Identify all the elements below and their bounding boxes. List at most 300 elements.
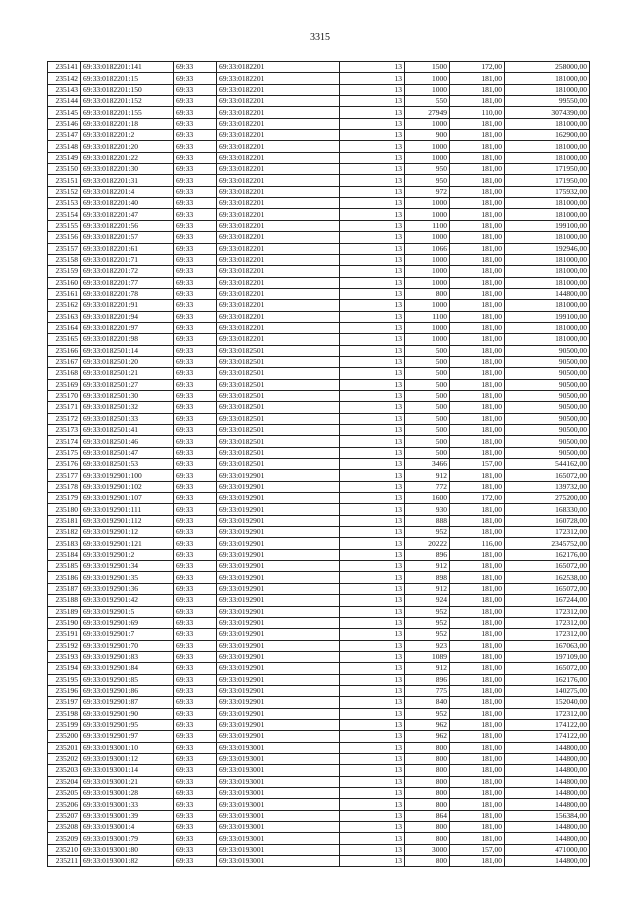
zone-cell: 13 — [340, 288, 405, 299]
cadastral-block-cell: 69:33:0192901 — [217, 697, 340, 708]
rate-cell: 181,00 — [450, 856, 505, 867]
row-number-cell: 235160 — [48, 277, 81, 288]
area-cell: 800 — [405, 288, 450, 299]
cadastral-number-cell: 69:33:0182201:15 — [81, 73, 174, 84]
rate-cell: 181,00 — [450, 436, 505, 447]
value-cell: 3074390,00 — [505, 107, 590, 118]
rate-cell: 181,00 — [450, 413, 505, 424]
value-cell: 171950,00 — [505, 164, 590, 175]
area-cell: 950 — [405, 175, 450, 186]
area-cell: 800 — [405, 765, 450, 776]
cadastral-number-cell: 69:33:0182201:71 — [81, 254, 174, 265]
cadastral-number-cell: 69:33:0182201:18 — [81, 118, 174, 129]
area-cell: 800 — [405, 833, 450, 844]
rate-cell: 181,00 — [450, 674, 505, 685]
region-code-cell: 69:33 — [174, 504, 217, 515]
cadastral-number-cell: 69:33:0192901:111 — [81, 504, 174, 515]
row-number-cell: 235176 — [48, 459, 81, 470]
value-cell: 162176,00 — [505, 549, 590, 560]
table-row — [48, 356, 590, 367]
cadastral-block-cell: 69:33:0193001 — [217, 844, 340, 855]
table-row — [48, 322, 590, 333]
cadastral-number-cell: 69:33:0193001:33 — [81, 799, 174, 810]
table-row — [48, 130, 590, 141]
zone-cell: 13 — [340, 356, 405, 367]
cadastral-block-cell: 69:33:0182201 — [217, 130, 340, 141]
value-cell: 544162,00 — [505, 459, 590, 470]
region-code-cell: 69:33 — [174, 425, 217, 436]
cadastral-block-cell: 69:33:0192901 — [217, 493, 340, 504]
row-number-cell: 235194 — [48, 663, 81, 674]
value-cell: 144800,00 — [505, 742, 590, 753]
zone-cell: 13 — [340, 685, 405, 696]
rate-cell: 181,00 — [450, 390, 505, 401]
cadastral-number-cell: 69:33:0182201:57 — [81, 232, 174, 243]
cadastral-block-cell: 69:33:0182201 — [217, 232, 340, 243]
cadastral-block-cell: 69:33:0182201 — [217, 62, 340, 73]
rate-cell: 181,00 — [450, 719, 505, 730]
region-code-cell: 69:33 — [174, 753, 217, 764]
area-cell: 500 — [405, 345, 450, 356]
area-cell: 1500 — [405, 62, 450, 73]
area-cell: 1000 — [405, 277, 450, 288]
cadastral-number-cell: 69:33:0182201:78 — [81, 288, 174, 299]
area-cell: 1000 — [405, 322, 450, 333]
region-code-cell: 69:33 — [174, 765, 217, 776]
value-cell: 181000,00 — [505, 152, 590, 163]
rate-cell: 181,00 — [450, 731, 505, 742]
cadastral-block-cell: 69:33:0193001 — [217, 856, 340, 867]
zone-cell: 13 — [340, 73, 405, 84]
zone-cell: 13 — [340, 527, 405, 538]
area-cell: 952 — [405, 708, 450, 719]
value-cell: 162538,00 — [505, 572, 590, 583]
row-number-cell: 235197 — [48, 697, 81, 708]
row-number-cell: 235155 — [48, 220, 81, 231]
value-cell: 172312,00 — [505, 629, 590, 640]
row-number-cell: 235165 — [48, 334, 81, 345]
value-cell: 174122,00 — [505, 719, 590, 730]
rate-cell: 181,00 — [450, 527, 505, 538]
region-code-cell: 69:33 — [174, 368, 217, 379]
area-cell: 962 — [405, 731, 450, 742]
table-row — [48, 799, 590, 810]
cadastral-number-cell: 69:33:0192901:12 — [81, 527, 174, 538]
cadastral-number-cell: 69:33:0193001:10 — [81, 742, 174, 753]
zone-cell: 13 — [340, 232, 405, 243]
value-cell: 167063,00 — [505, 640, 590, 651]
rate-cell: 181,00 — [450, 254, 505, 265]
rate-cell: 181,00 — [450, 810, 505, 821]
cadastral-number-cell: 69:33:0193001:82 — [81, 856, 174, 867]
value-cell: 140275,00 — [505, 685, 590, 696]
table-row — [48, 107, 590, 118]
area-cell: 1000 — [405, 73, 450, 84]
cadastral-block-cell: 69:33:0182501 — [217, 402, 340, 413]
row-number-cell: 235168 — [48, 368, 81, 379]
rate-cell: 181,00 — [450, 300, 505, 311]
zone-cell: 13 — [340, 788, 405, 799]
zone-cell: 13 — [340, 243, 405, 254]
cadastral-number-cell: 69:33:0182501:46 — [81, 436, 174, 447]
region-code-cell: 69:33 — [174, 311, 217, 322]
row-number-cell: 235154 — [48, 209, 81, 220]
rate-cell: 181,00 — [450, 379, 505, 390]
zone-cell: 13 — [340, 753, 405, 764]
cadastral-block-cell: 69:33:0182501 — [217, 447, 340, 458]
region-code-cell: 69:33 — [174, 629, 217, 640]
area-cell: 1000 — [405, 334, 450, 345]
area-cell: 500 — [405, 413, 450, 424]
value-cell: 90500,00 — [505, 345, 590, 356]
region-code-cell: 69:33 — [174, 856, 217, 867]
rate-cell: 181,00 — [450, 209, 505, 220]
rate-cell: 181,00 — [450, 788, 505, 799]
cadastral-number-cell: 69:33:0182201:97 — [81, 322, 174, 333]
row-number-cell: 235156 — [48, 232, 81, 243]
value-cell: 172312,00 — [505, 617, 590, 628]
area-cell: 952 — [405, 617, 450, 628]
zone-cell: 13 — [340, 425, 405, 436]
rate-cell: 116,00 — [450, 538, 505, 549]
area-cell: 1600 — [405, 493, 450, 504]
table-row — [48, 822, 590, 833]
area-cell: 500 — [405, 390, 450, 401]
area-cell: 912 — [405, 470, 450, 481]
cadastral-number-cell: 69:33:0182201:61 — [81, 243, 174, 254]
region-code-cell: 69:33 — [174, 617, 217, 628]
row-number-cell: 235170 — [48, 390, 81, 401]
cadastral-number-cell: 69:33:0192901:2 — [81, 549, 174, 560]
region-code-cell: 69:33 — [174, 470, 217, 481]
row-number-cell: 235153 — [48, 198, 81, 209]
area-cell: 550 — [405, 96, 450, 107]
zone-cell: 13 — [340, 436, 405, 447]
area-cell: 20222 — [405, 538, 450, 549]
cadastral-block-cell: 69:33:0182201 — [217, 300, 340, 311]
row-number-cell: 235173 — [48, 425, 81, 436]
area-cell: 800 — [405, 856, 450, 867]
table-row — [48, 663, 590, 674]
row-number-cell: 235205 — [48, 788, 81, 799]
row-number-cell: 235174 — [48, 436, 81, 447]
table-row — [48, 606, 590, 617]
value-cell: 181000,00 — [505, 300, 590, 311]
area-cell: 912 — [405, 561, 450, 572]
area-cell: 500 — [405, 379, 450, 390]
region-code-cell: 69:33 — [174, 549, 217, 560]
region-code-cell: 69:33 — [174, 288, 217, 299]
table-row — [48, 538, 590, 549]
row-number-cell: 235151 — [48, 175, 81, 186]
rate-cell: 181,00 — [450, 549, 505, 560]
cadastral-number-cell: 69:33:0192901:121 — [81, 538, 174, 549]
cadastral-number-cell: 69:33:0193001:39 — [81, 810, 174, 821]
value-cell: 144800,00 — [505, 753, 590, 764]
rate-cell: 110,00 — [450, 107, 505, 118]
cadastral-block-cell: 69:33:0182501 — [217, 368, 340, 379]
zone-cell: 13 — [340, 459, 405, 470]
region-code-cell: 69:33 — [174, 243, 217, 254]
region-code-cell: 69:33 — [174, 844, 217, 855]
cadastral-number-cell: 69:33:0192901:85 — [81, 674, 174, 685]
row-number-cell: 235179 — [48, 493, 81, 504]
area-cell: 800 — [405, 788, 450, 799]
cadastral-number-cell: 69:33:0182501:27 — [81, 379, 174, 390]
value-cell: 192946,00 — [505, 243, 590, 254]
cadastral-number-cell: 69:33:0182501:41 — [81, 425, 174, 436]
cadastral-number-cell: 69:33:0182201:47 — [81, 209, 174, 220]
region-code-cell: 69:33 — [174, 606, 217, 617]
rate-cell: 181,00 — [450, 220, 505, 231]
cadastral-block-cell: 69:33:0192901 — [217, 617, 340, 628]
cadastral-number-cell: 69:33:0182201:31 — [81, 175, 174, 186]
zone-cell: 13 — [340, 799, 405, 810]
area-cell: 930 — [405, 504, 450, 515]
value-cell: 171950,00 — [505, 175, 590, 186]
region-code-cell: 69:33 — [174, 300, 217, 311]
area-cell: 972 — [405, 186, 450, 197]
cadastral-number-cell: 69:33:0192901:107 — [81, 493, 174, 504]
cadastral-number-cell: 69:33:0182501:21 — [81, 368, 174, 379]
value-cell: 181000,00 — [505, 232, 590, 243]
region-code-cell: 69:33 — [174, 719, 217, 730]
cadastral-block-cell: 69:33:0192901 — [217, 731, 340, 742]
value-cell: 181000,00 — [505, 322, 590, 333]
area-cell: 1100 — [405, 220, 450, 231]
table-row — [48, 753, 590, 764]
cadastral-number-cell: 69:33:0182201:40 — [81, 198, 174, 209]
cadastral-block-cell: 69:33:0182201 — [217, 164, 340, 175]
area-cell: 27949 — [405, 107, 450, 118]
rate-cell: 181,00 — [450, 96, 505, 107]
cadastral-block-cell: 69:33:0182201 — [217, 118, 340, 129]
area-cell: 800 — [405, 799, 450, 810]
row-number-cell: 235146 — [48, 118, 81, 129]
zone-cell: 13 — [340, 368, 405, 379]
zone-cell: 13 — [340, 390, 405, 401]
region-code-cell: 69:33 — [174, 583, 217, 594]
value-cell: 181000,00 — [505, 84, 590, 95]
value-cell: 165072,00 — [505, 663, 590, 674]
rate-cell: 181,00 — [450, 685, 505, 696]
rate-cell: 181,00 — [450, 356, 505, 367]
cadastral-number-cell: 69:33:0182501:14 — [81, 345, 174, 356]
table-row — [48, 617, 590, 628]
value-cell: 181000,00 — [505, 334, 590, 345]
area-cell: 962 — [405, 719, 450, 730]
area-cell: 1100 — [405, 311, 450, 322]
rate-cell: 181,00 — [450, 141, 505, 152]
region-code-cell: 69:33 — [174, 130, 217, 141]
zone-cell: 13 — [340, 107, 405, 118]
cadastral-block-cell: 69:33:0182501 — [217, 390, 340, 401]
zone-cell: 13 — [340, 640, 405, 651]
region-code-cell: 69:33 — [174, 436, 217, 447]
table-row — [48, 186, 590, 197]
zone-cell: 13 — [340, 708, 405, 719]
cadastral-block-cell: 69:33:0182201 — [217, 141, 340, 152]
region-code-cell: 69:33 — [174, 561, 217, 572]
rate-cell: 181,00 — [450, 776, 505, 787]
cadastral-number-cell: 69:33:0182501:47 — [81, 447, 174, 458]
row-number-cell: 235167 — [48, 356, 81, 367]
value-cell: 90500,00 — [505, 436, 590, 447]
cadastral-block-cell: 69:33:0193001 — [217, 765, 340, 776]
rate-cell: 181,00 — [450, 164, 505, 175]
table-row — [48, 254, 590, 265]
value-cell: 2345752,00 — [505, 538, 590, 549]
zone-cell: 13 — [340, 719, 405, 730]
region-code-cell: 69:33 — [174, 198, 217, 209]
region-code-cell: 69:33 — [174, 572, 217, 583]
cadastral-block-cell: 69:33:0182201 — [217, 322, 340, 333]
area-cell: 896 — [405, 549, 450, 560]
rate-cell: 181,00 — [450, 663, 505, 674]
cadastral-number-cell: 69:33:0192901:5 — [81, 606, 174, 617]
row-number-cell: 235159 — [48, 266, 81, 277]
cadastral-block-cell: 69:33:0182501 — [217, 379, 340, 390]
row-number-cell: 235196 — [48, 685, 81, 696]
table-row — [48, 674, 590, 685]
table-row — [48, 175, 590, 186]
zone-cell: 13 — [340, 617, 405, 628]
rate-cell: 181,00 — [450, 640, 505, 651]
row-number-cell: 235147 — [48, 130, 81, 141]
row-number-cell: 235144 — [48, 96, 81, 107]
cadastral-block-cell: 69:33:0192901 — [217, 572, 340, 583]
zone-cell: 13 — [340, 345, 405, 356]
rate-cell: 181,00 — [450, 186, 505, 197]
cadastral-number-cell: 69:33:0182501:33 — [81, 413, 174, 424]
table-row — [48, 62, 590, 73]
cadastral-number-cell: 69:33:0182201:152 — [81, 96, 174, 107]
table-row — [48, 345, 590, 356]
row-number-cell: 235158 — [48, 254, 81, 265]
zone-cell: 13 — [340, 379, 405, 390]
region-code-cell: 69:33 — [174, 776, 217, 787]
row-number-cell: 235143 — [48, 84, 81, 95]
rate-cell: 181,00 — [450, 73, 505, 84]
area-cell: 1000 — [405, 232, 450, 243]
region-code-cell: 69:33 — [174, 402, 217, 413]
table-row — [48, 96, 590, 107]
value-cell: 90500,00 — [505, 413, 590, 424]
cadastral-number-cell: 69:33:0182201:30 — [81, 164, 174, 175]
value-cell: 175932,00 — [505, 186, 590, 197]
area-cell: 3466 — [405, 459, 450, 470]
row-number-cell: 235191 — [48, 629, 81, 640]
table-row — [48, 300, 590, 311]
cadastral-number-cell: 69:33:0182201:2 — [81, 130, 174, 141]
zone-cell: 13 — [340, 742, 405, 753]
row-number-cell: 235163 — [48, 311, 81, 322]
region-code-cell: 69:33 — [174, 663, 217, 674]
cadastral-block-cell: 69:33:0182201 — [217, 209, 340, 220]
cadastral-number-cell: 69:33:0182201:77 — [81, 277, 174, 288]
zone-cell: 13 — [340, 413, 405, 424]
cadastral-number-cell: 69:33:0192901:87 — [81, 697, 174, 708]
area-cell: 800 — [405, 822, 450, 833]
table-row — [48, 493, 590, 504]
area-cell: 840 — [405, 697, 450, 708]
cadastral-number-cell: 69:33:0192901:102 — [81, 481, 174, 492]
table-row — [48, 209, 590, 220]
value-cell: 90500,00 — [505, 356, 590, 367]
value-cell: 152040,00 — [505, 697, 590, 708]
cadastral-number-cell: 69:33:0182201:4 — [81, 186, 174, 197]
region-code-cell: 69:33 — [174, 84, 217, 95]
cadastral-number-cell: 69:33:0182501:32 — [81, 402, 174, 413]
cadastral-block-cell: 69:33:0193001 — [217, 742, 340, 753]
cadastral-number-cell: 69:33:0192901:97 — [81, 731, 174, 742]
area-cell: 1000 — [405, 254, 450, 265]
area-cell: 772 — [405, 481, 450, 492]
region-code-cell: 69:33 — [174, 118, 217, 129]
region-code-cell: 69:33 — [174, 356, 217, 367]
region-code-cell: 69:33 — [174, 277, 217, 288]
row-number-cell: 235171 — [48, 402, 81, 413]
row-number-cell: 235145 — [48, 107, 81, 118]
value-cell: 258000,00 — [505, 62, 590, 73]
cadastral-block-cell: 69:33:0192901 — [217, 719, 340, 730]
region-code-cell: 69:33 — [174, 152, 217, 163]
cadastral-number-cell: 69:33:0193001:21 — [81, 776, 174, 787]
table-row — [48, 481, 590, 492]
row-number-cell: 235162 — [48, 300, 81, 311]
value-cell: 167244,00 — [505, 595, 590, 606]
region-code-cell: 69:33 — [174, 266, 217, 277]
table-row — [48, 640, 590, 651]
zone-cell: 13 — [340, 130, 405, 141]
region-code-cell: 69:33 — [174, 515, 217, 526]
value-cell: 168330,00 — [505, 504, 590, 515]
cadastral-number-cell: 69:33:0192901:34 — [81, 561, 174, 572]
value-cell: 181000,00 — [505, 141, 590, 152]
cadastral-block-cell: 69:33:0182501 — [217, 425, 340, 436]
zone-cell: 13 — [340, 765, 405, 776]
zone-cell: 13 — [340, 164, 405, 175]
rate-cell: 181,00 — [450, 833, 505, 844]
table-row — [48, 595, 590, 606]
table-row — [48, 243, 590, 254]
cadastral-number-cell: 69:33:0192901:70 — [81, 640, 174, 651]
region-code-cell: 69:33 — [174, 651, 217, 662]
table-row — [48, 844, 590, 855]
table-row — [48, 368, 590, 379]
area-cell: 950 — [405, 164, 450, 175]
value-cell: 144800,00 — [505, 833, 590, 844]
value-cell: 181000,00 — [505, 254, 590, 265]
table-row — [48, 708, 590, 719]
zone-cell: 13 — [340, 96, 405, 107]
rate-cell: 181,00 — [450, 152, 505, 163]
rate-cell: 181,00 — [450, 425, 505, 436]
zone-cell: 13 — [340, 651, 405, 662]
rate-cell: 181,00 — [450, 561, 505, 572]
cadastral-block-cell: 69:33:0192901 — [217, 629, 340, 640]
region-code-cell: 69:33 — [174, 697, 217, 708]
cadastral-block-cell: 69:33:0192901 — [217, 538, 340, 549]
table-row — [48, 141, 590, 152]
zone-cell: 13 — [340, 266, 405, 277]
region-code-cell: 69:33 — [174, 527, 217, 538]
region-code-cell: 69:33 — [174, 481, 217, 492]
cadastral-number-cell: 69:33:0182201:150 — [81, 84, 174, 95]
region-code-cell: 69:33 — [174, 413, 217, 424]
row-number-cell: 235211 — [48, 856, 81, 867]
cadastral-block-cell: 69:33:0182201 — [217, 288, 340, 299]
